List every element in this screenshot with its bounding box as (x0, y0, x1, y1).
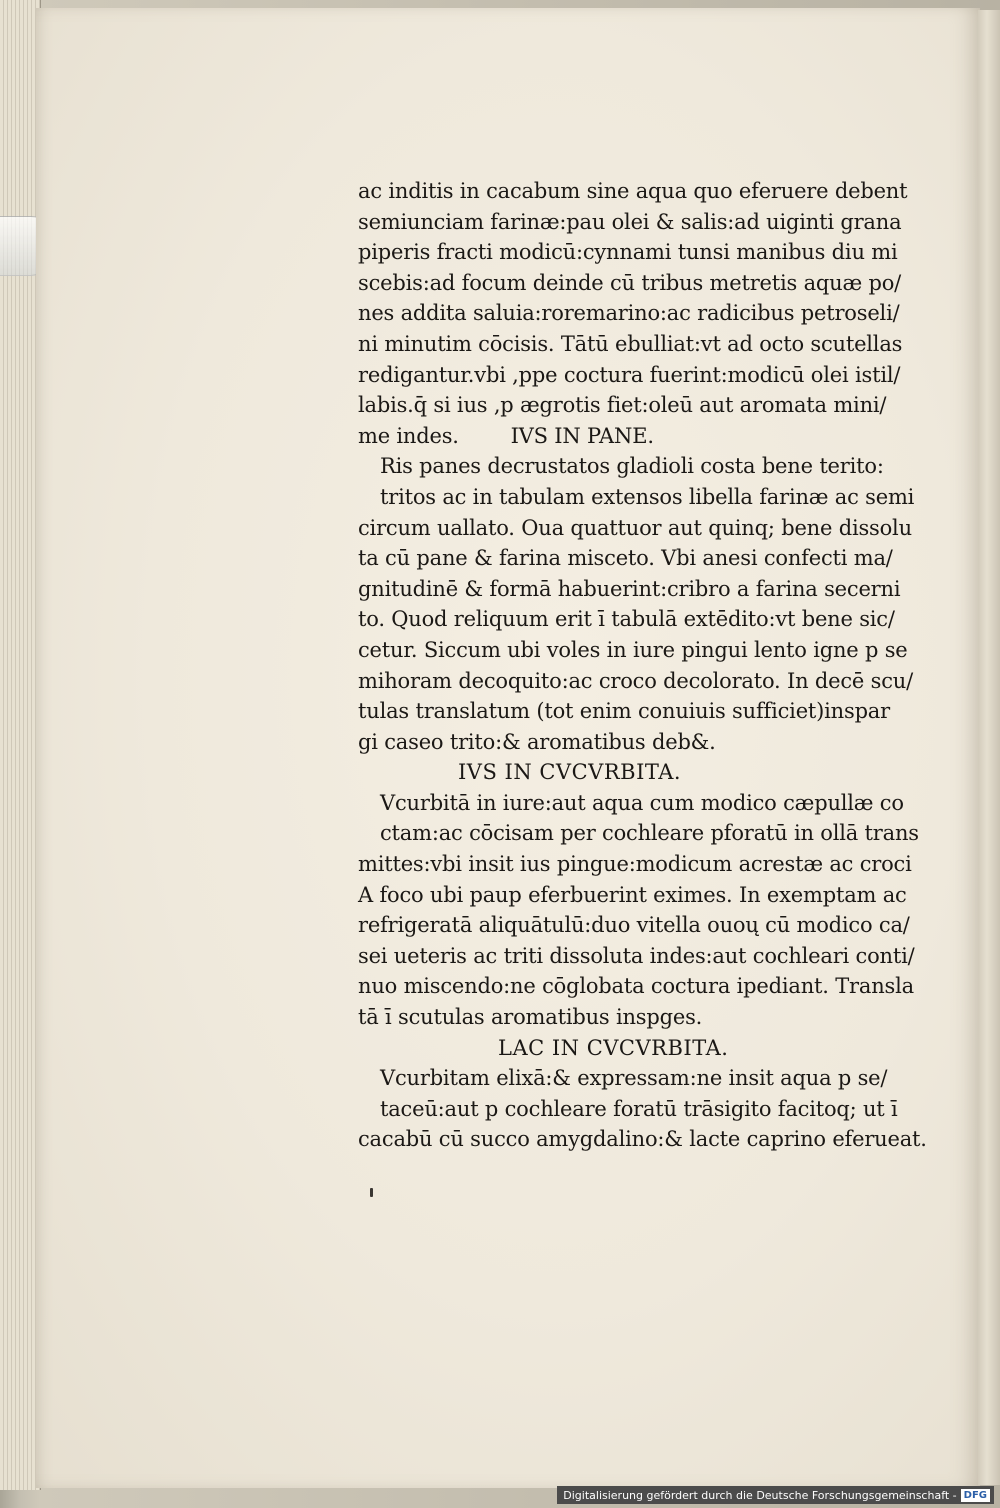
text-line: Vcurbitā in iure:aut aqua cum modico cæpullæ co (380, 790, 904, 815)
digitization-credit (557, 1486, 994, 1504)
text-line: cacabū cū succo amygdalino:& lacte caprino eferueat. (358, 1127, 927, 1152)
text-line: to. Quod reliquum erit ī tabulā extēdito:vt bene sic/ (358, 607, 895, 632)
dfg-logo: DFG (961, 1489, 990, 1502)
text-line: gnitudinē & formā habuerint:cribro a farina secerni (358, 576, 901, 601)
text-line: refrigeratā aliquātulū:duo vitella ouoų cū modico ca/ (358, 913, 910, 938)
heading-ius-in-cucurbita: IVS IN CVCVRBITA. (458, 760, 682, 785)
text-line: tritos ac in tabulam extensos libella farinæ ac semi (380, 484, 915, 509)
text-line: nuo miscendo:ne cōglobata coctura ipediant. Transla (358, 974, 914, 999)
text-line: tā ī scutulas aromatibus inspges. (358, 1005, 703, 1030)
text-line: sei ueteris ac triti dissoluta indes:aut cochleari conti/ (358, 943, 915, 968)
text-block (358, 176, 927, 1155)
text-line: ta cū pane & farina misceto. Vbi anesi confecti ma/ (358, 546, 893, 571)
text-line: tulas translatum (tot enim conuiuis sufficiet)inspar (358, 699, 890, 724)
heading-ius-in-pane: me indes. IVS IN PANE. (358, 423, 654, 448)
text-line: circum uallato. Oua quattuor aut quinq; bene dissolu (358, 515, 912, 540)
text-line: redigantur.vbi ,ppe coctura fuerint:modicū olei istil/ (358, 362, 901, 387)
text-line: semiunciam farinæ:pau olei & salis:ad uiginti grana (358, 209, 902, 234)
text-line: piperis fracti modicū:cynnami tunsi manibus diu mi (358, 240, 898, 265)
heading-lac-in-cucurbita: LAC IN CVCVRBITA. (498, 1035, 729, 1060)
text-line: ctam:ac cōcisam per cochleare pforatū in ollā trans (380, 821, 919, 846)
text-line: ni minutim cōcisis. Tātū ebulliat:vt ad octo scutellas (358, 331, 903, 356)
text-line: gi caseo trito:& aromatibus deb&. (358, 729, 716, 754)
page-right-edge (978, 10, 1000, 1485)
text-line: ac inditis in cacabum sine aqua quo eferuere debent (358, 179, 908, 203)
text-line: mihoram decoquito:ac croco decolorato. In decē scu/ (358, 668, 913, 693)
text-line: cetur. Siccum ubi voles in iure pingui lento igne p se (358, 637, 908, 662)
text-line: mittes:vbi insit ius pingue:modicum acrestæ ac croci (358, 852, 912, 877)
text-line: nes addita saluia:roremarino:ac radicibus petroseli/ (358, 301, 900, 326)
ink-mark (370, 1188, 373, 1197)
text-line: Vcurbitam elixā:& expressam:ne insit aqua p se/ (380, 1066, 888, 1091)
credit-text: Digitalisierung gefördert durch die Deutsche Forschungsgemeinschaft - (563, 1488, 957, 1502)
text-line: A foco ubi paup eferbuerint eximes. In exemptam ac (358, 882, 907, 907)
text-line: Ris panes decrustatos gladioli costa bene terito: (380, 454, 884, 479)
text-line: labis.q̄ si ius ,p ægrotis fiet:oleū aut aromata mini/ (358, 393, 887, 418)
text-line: scebis:ad focum deinde cū tribus metretis aquæ po/ (358, 270, 902, 295)
text-line: taceū:aut p cochleare foratū trāsigito facitoq; ut ī (380, 1096, 898, 1121)
